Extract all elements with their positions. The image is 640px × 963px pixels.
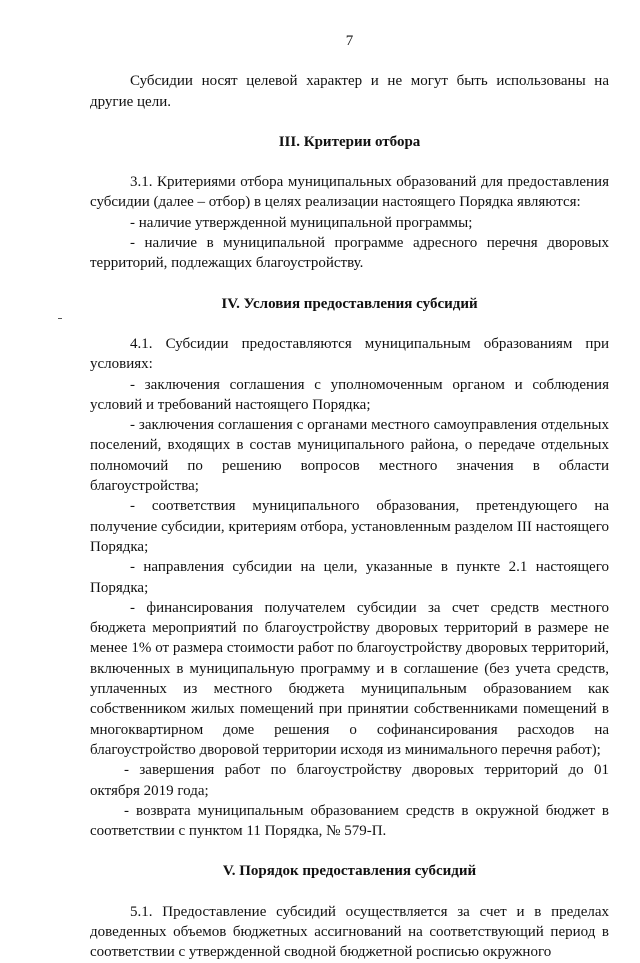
page-content (90, 31, 609, 963)
section-4-title: IV. Условия предоставления субсидий (221, 295, 478, 312)
section-4-paragraph: - соответствия муниципального образования, претендующего на получение субсидии, критериям отбора, установленным разделом III настоящего Порядка; (90, 498, 609, 555)
section-4-paragraph: - возврата муниципальным образованием средств в окружной бюджет в соответствии с пунктом 11 Порядка, № 579-П. (90, 802, 609, 840)
section-4-paragraph: 4.1. Субсидии предоставляются муниципальным образованиям при условиях: (90, 335, 609, 373)
section-4-paragraph: - финансирования получателем субсидии за счет средств местного бюджета мероприятий по благоустройству дворовых территорий в размере не менее 1% от размера стоимости работ по благоустройству дворовых территорий, включенных в муниципальную программу и в соглашение (без учета средств, уплаченных из местного бюджета муниципальным образованием как собственником жилых помещений при принятии собственниками помещений в многоквартирном доме решения о софинансирования расходов на благоустройство дворовой территории исходя из минимального перечня работ); (90, 599, 609, 758)
section-5-title: V. Порядок предоставления субсидий (222, 863, 477, 880)
section-3-paragraph: - наличие в муниципальной программе адресного перечня дворовых территорий, подлежащих благоустройству. (90, 235, 609, 272)
page-number: 7 (345, 33, 354, 49)
section-4-paragraph: - направления субсидии на цели, указанные в пункте 2.1 настоящего Порядка; (90, 559, 609, 596)
intro-paragraph: Субсидии носят целевой характер и не могут быть использованы на другие цели. (90, 73, 609, 110)
section-3-title: III. Критерии отбора (278, 133, 421, 150)
section-4-paragraph: - заключения соглашения с уполномоченным органом и соблюдения условий и требований настоящего Порядка; (90, 376, 609, 413)
section-3-paragraph: 3.1. Критериями отбора муниципальных образований для предоставления субсидии (далее – отбор) в целях реализации настоящего Порядка являются: (90, 174, 609, 211)
section-3-paragraph: - наличие утвержденной муниципальной программы; (130, 214, 473, 231)
section-4-paragraph: - заключения соглашения с органами местного самоуправления отдельных поселений, входящих в состав муниципального района, о передаче отдельных полномочий по решению вопросов местного значения в области благоустройства; (90, 417, 609, 495)
section-5-paragraph: 5.1. Предоставление субсидий осуществляется за счет и в пределах доведенных объемов бюджетных ассигнований на соответствующий период в соответствии с утвержденной сводной бюджетной росписью окружного (90, 903, 609, 961)
margin-mark (58, 318, 62, 319)
section-4-paragraph: - завершения работ по благоустройству дворовых территорий до 01 октября 2019 года; (90, 762, 609, 799)
